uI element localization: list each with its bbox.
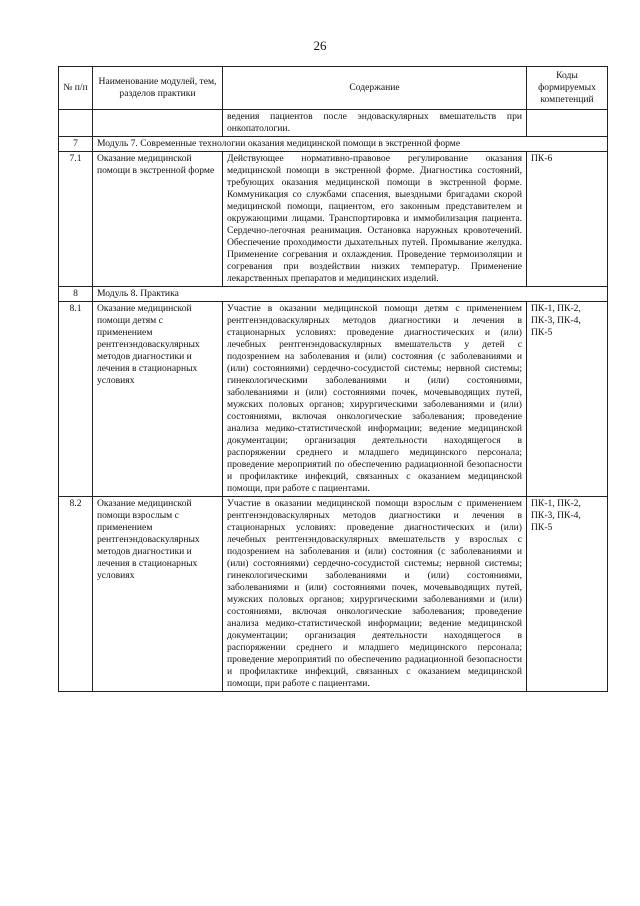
topic-codes: ПК-1, ПК-2, ПК-3, ПК-4, ПК-5 bbox=[527, 302, 608, 497]
topic-codes: ПК-1, ПК-2, ПК-3, ПК-4, ПК-5 bbox=[527, 497, 608, 692]
topic-name: Оказание медицинской помощи детям с применением рентгенэндоваскулярных методов диагностики и лечения в стационарных условиях bbox=[93, 302, 223, 497]
module-row-7 bbox=[59, 137, 608, 152]
module-title: Модуль 7. Современные технологии оказания медицинской помощи в экстренной форме bbox=[93, 137, 608, 152]
topic-content: Действующее нормативно-правовое регулирование оказания медицинской помощи в экстренной форме. Диагностика состояний, требующих оказания медицинской помощи в экстренной форме. Коммуникация со службами спасения, выездными бригадами скорой медицинской помощи, пациентом, его законным представителем и окружающими лицами. Транспортировка и иммобилизация пациента. Сердечно-легочная реанимация. Остановка наружных кровотечений. Обеспечение проходимости дыхательных путей. Промывание желудка. Применение согревания и охлаждения. Проведение термоизоляции и согревания при воздействии низких температур. Применение лекарственных препаратов и медицинских изделий. bbox=[223, 152, 527, 287]
topic-content: Участие в оказании медицинской помощи детям с применением рентгенэндоваскулярных методов диагностики и лечения в стационарных условиях: проведение диагностических и (или) лечебных рентгенэндоваскулярных вмешательств у детей с подозрением на заболевания и (или) состояния (с заболеваниями и (или) состояниями) сердечно-сосудистой системы; нервной системы; гинекологическими заболеваниями и (или) состояниями, заболеваниями и (или) состояниями почек, мочевыводящих путей, мужских половых органов; хирургическими заболеваниями и (или) состояниями, включая онкологические заболевания; проведение анализа медико-статистической информации; ведение медицинской документации; организация деятельности находящегося в распоряжении среднего и младшего медицинского персонала; проведение мероприятий по обеспечению радиационной безопасности и профилактике инфекций, связанных с оказанием медицинской помощи, при работе с пациентами. bbox=[223, 302, 527, 497]
topic-row-7-1 bbox=[59, 152, 608, 287]
program-table bbox=[58, 66, 608, 692]
topic-name: Оказание медицинской помощи взрослым с применением рентгенэндоваскулярных методов диагностики и лечения в стационарных условиях bbox=[93, 497, 223, 692]
table-header-row bbox=[59, 67, 608, 110]
module-title: Модуль 8. Практика bbox=[93, 287, 608, 302]
header-name: Наименование модулей, тем, разделов практики bbox=[93, 67, 223, 110]
module-num: 7 bbox=[59, 137, 93, 152]
header-codes: Коды формируемых компетенций bbox=[527, 67, 608, 110]
topic-row-8-2 bbox=[59, 497, 608, 692]
topic-num: 8.2 bbox=[59, 497, 93, 692]
continuation-row bbox=[59, 110, 608, 137]
module-row-8 bbox=[59, 287, 608, 302]
continuation-text: ведения пациентов после эндоваскулярных вмешательств при онкопатологии. bbox=[223, 110, 527, 137]
topic-name: Оказание медицинской помощи в экстренной форме bbox=[93, 152, 223, 287]
topic-content: Участие в оказании медицинской помощи взрослым с применением рентгенэндоваскулярных методов диагностики и лечения в стационарных условиях: проведение диагностических и (или) лечебных рентгенэндоваскулярных вмешательств у взрослых с подозрением на заболевания и (или) состояния (с заболеваниями и (или) состояниями) сердечно-сосудистой системы; нервной системы; гинекологическими заболеваниями и (или) состояниями, заболеваниями и (или) состояниями почек, мочевыводящих путей, мужских половых органов; хирургическими заболеваниями и (или) состояниями, включая онкологические заболевания; проведение анализа медико-статистической информации; ведение медицинской документации; организация деятельности находящегося в распоряжении среднего и младшего медицинского персонала; проведение мероприятий по обеспечению радиационной безопасности и профилактике инфекций, связанных с оказанием медицинской помощи, при работе с пациентами. bbox=[223, 497, 527, 692]
header-content: Содержание bbox=[223, 67, 527, 110]
topic-row-8-1 bbox=[59, 302, 608, 497]
topic-num: 7.1 bbox=[59, 152, 93, 287]
header-num: № п/п bbox=[59, 67, 93, 110]
topic-num: 8.1 bbox=[59, 302, 93, 497]
topic-codes: ПК-6 bbox=[527, 152, 608, 287]
module-num: 8 bbox=[59, 287, 93, 302]
page-number: 26 bbox=[313, 38, 327, 53]
